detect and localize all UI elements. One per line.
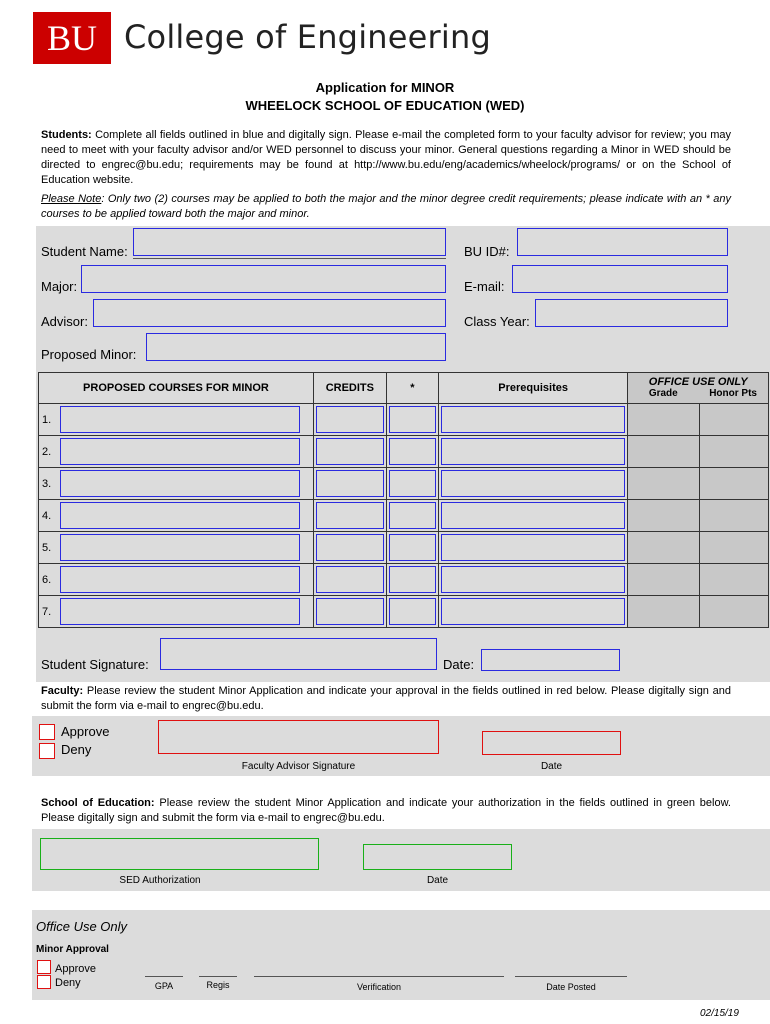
bu-id-input[interactable] [517,228,728,256]
row-number: 3. [42,477,52,490]
student-date-input[interactable] [481,649,620,671]
students-instructions [41,128,731,188]
faculty-signature-input[interactable] [158,720,439,754]
verification-caption: Verification [356,982,402,992]
student-name-input[interactable] [133,228,446,256]
faculty-instructions [41,684,731,714]
course-cell [39,596,314,628]
prereq-input[interactable] [441,598,626,625]
faculty-approve-label: Approve [61,724,110,739]
courses-header-row [39,373,769,404]
credits-input[interactable] [316,470,384,497]
faculty-approve-checkbox[interactable] [39,724,55,740]
major-label: Major: [41,279,78,294]
prereq-input[interactable] [441,534,626,561]
credits-input[interactable] [316,566,384,593]
form-title: Application for MINOR [315,80,455,95]
grade-cell [628,596,700,628]
faculty-text: Please review the student Minor Application and indicate your approval in the fields outlined in red below. Please digitally sign and submit the form via e-mail to engrec@bu.edu. [41,685,731,712]
credits-cell [313,564,386,596]
student-name-underline [133,258,446,259]
course-cell [39,468,314,500]
sed-text: Please review the student Minor Application and indicate your authorization in the fields outlined in green below. Please digitally sign and submit the form via e-mail to engrec@bu.edu. [41,797,731,824]
credits-cell [313,532,386,564]
course-input[interactable] [60,566,300,593]
faculty-label: Faculty: [41,685,84,697]
faculty-date-caption: Date [540,761,563,772]
form-subtitle: WHEELOCK SCHOOL OF EDUCATION (WED) [245,98,525,113]
course-row [39,532,769,564]
course-input[interactable] [60,534,300,561]
course-cell [39,500,314,532]
credits-cell [313,436,386,468]
star-input[interactable] [389,598,436,625]
course-row [39,564,769,596]
date-posted-caption: Date Posted [546,982,596,992]
prereq-input[interactable] [441,438,626,465]
credits-input[interactable] [316,534,384,561]
grade-header: Grade [648,388,678,399]
course-input[interactable] [60,470,300,497]
credits-input[interactable] [316,598,384,625]
email-input[interactable] [512,265,728,293]
credits-cell [313,404,386,436]
credits-cell [313,596,386,628]
prereq-cell [438,404,628,436]
honor-cell [700,532,769,564]
prereq-cell [438,468,628,500]
star-input[interactable] [389,406,436,433]
star-input[interactable] [389,566,436,593]
office-deny-label: Deny [55,977,81,989]
honor-cell [700,500,769,532]
date-posted-line [515,976,627,977]
courses-table [38,372,769,628]
bu-id-label: BU ID#: [464,244,510,259]
footer-date: 02/15/19 [700,1008,739,1019]
row-number: 5. [42,541,52,554]
courses-header: PROPOSED COURSES FOR MINOR [39,373,314,404]
regis-caption: Regis [206,980,230,990]
prereq-cell [438,500,628,532]
credits-cell [313,468,386,500]
course-row [39,436,769,468]
faculty-deny-checkbox[interactable] [39,743,55,759]
star-cell [386,468,438,500]
regis-line [199,976,237,977]
sed-authorization-caption: SED Authorization [119,875,201,886]
honor-cell [700,436,769,468]
credits-input[interactable] [316,502,384,529]
note-paragraph [41,192,731,222]
star-input[interactable] [389,502,436,529]
course-row [39,404,769,436]
course-row [39,468,769,500]
note-text: : Only two (2) courses may be applied to both the major and the minor degree credit requirements; please indicate with an * any courses to be applied toward both the major and minor. [41,193,731,220]
course-input[interactable] [60,406,300,433]
students-label: Students: [41,129,92,141]
course-input[interactable] [60,598,300,625]
honor-cell [700,596,769,628]
prereq-header: Prerequisites [438,373,628,404]
star-input[interactable] [389,534,436,561]
proposed-minor-label: Proposed Minor: [41,347,137,362]
prereq-cell [438,532,628,564]
verification-line [254,976,504,977]
grade-cell [628,500,700,532]
credits-input[interactable] [316,406,384,433]
minor-approval-label: Minor Approval [36,944,109,955]
office-approve-label: Approve [55,963,96,975]
honor-cell [700,404,769,436]
office-approve-checkbox[interactable] [37,960,51,974]
grade-cell [628,468,700,500]
students-text: Complete all fields outlined in blue and digitally sign. Please e-mail the completed form to your faculty advisor for review; you may need to meet with your faculty advisor and/or WED personnel to discuss your minor. General questions regarding a Minor in WED should be directed to engrec@bu.edu; requirements may be found at http://www.bu.edu/eng/academics/wheelock/programs/ or on the School of Education website. [41,129,731,186]
gpa-caption: GPA [154,981,174,991]
row-number: 1. [42,413,52,426]
office-use-header [628,373,769,404]
advisor-input[interactable] [93,299,446,327]
credits-input[interactable] [316,438,384,465]
star-input[interactable] [389,470,436,497]
grade-cell [628,532,700,564]
sed-instructions [41,796,731,826]
sed-authorization-input[interactable] [40,838,319,870]
student-name-label: Student Name: [41,244,128,259]
star-cell [386,596,438,628]
star-input[interactable] [389,438,436,465]
faculty-deny-label: Deny [61,742,92,757]
class-year-input[interactable] [535,299,728,327]
office-deny-checkbox[interactable] [37,975,51,989]
advisor-label: Advisor: [41,314,88,329]
row-number: 7. [42,605,52,618]
grade-cell [628,564,700,596]
prereq-input[interactable] [441,502,626,529]
prereq-input[interactable] [441,566,626,593]
credits-cell [313,500,386,532]
grade-cell [628,436,700,468]
office-use-title: OFFICE USE ONLY [648,376,748,388]
grade-cell [628,404,700,436]
row-number: 2. [42,445,52,458]
course-cell [39,564,314,596]
sed-date-input[interactable] [363,844,512,870]
student-date-label: Date: [443,657,475,672]
prereq-input[interactable] [441,470,626,497]
note-label: Please Note [41,193,102,205]
office-title: Office Use Only [36,919,128,934]
honor-header: Honor Pts [709,388,757,399]
sed-label: School of Education: [41,797,155,809]
star-header: * [386,373,438,404]
college-name: College of Engineering [124,18,491,56]
bu-logo: BU [33,12,111,64]
email-label: E-mail: [464,279,505,294]
row-number: 6. [42,573,52,586]
course-cell [39,532,314,564]
star-cell [386,404,438,436]
faculty-signature-caption: Faculty Advisor Signature [241,761,356,772]
sed-date-caption: Date [426,875,449,886]
proposed-minor-input[interactable] [146,333,446,361]
major-input[interactable] [81,265,446,293]
gpa-line [145,976,183,977]
star-cell [386,436,438,468]
course-input[interactable] [60,502,300,529]
course-input[interactable] [60,438,300,465]
prereq-input[interactable] [441,406,626,433]
honor-cell [700,564,769,596]
credits-header: CREDITS [313,373,386,404]
student-signature-label: Student Signature: [41,657,149,672]
row-number: 4. [42,509,52,522]
faculty-date-input[interactable] [482,731,621,755]
course-cell [39,404,314,436]
student-signature-input[interactable] [160,638,437,670]
star-cell [386,532,438,564]
course-row [39,500,769,532]
prereq-cell [438,564,628,596]
class-year-label: Class Year: [464,314,530,329]
star-cell [386,564,438,596]
prereq-cell [438,596,628,628]
course-cell [39,436,314,468]
star-cell [386,500,438,532]
honor-cell [700,468,769,500]
prereq-cell [438,436,628,468]
course-row [39,596,769,628]
